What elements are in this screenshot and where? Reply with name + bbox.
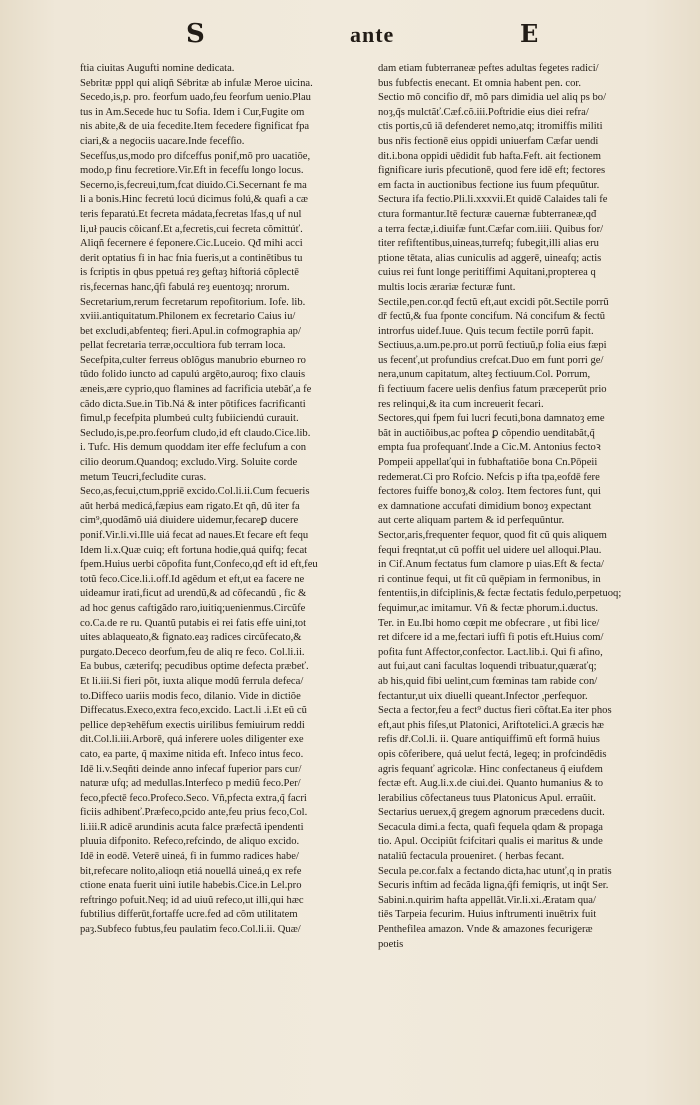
text-line: æneis,ære cyprio,quo flamines ad facrificia utebãť,a fe bbox=[80, 384, 312, 396]
signature-mark-right: E bbox=[520, 19, 539, 48]
text-line: fequimur,ac imitamur. Vñ & fectæ phorum.i.ductus. bbox=[378, 602, 599, 614]
text-line: Idem li.x.Quæ cuiq; eft fortuna hodie,quá quifq; fecat bbox=[80, 544, 308, 556]
text-line: Sabini.n.quirim hafta appellãt.Vir.li.xi.Æratam qua/ bbox=[378, 894, 596, 906]
text-line: co.Ca.de re ru. Quantũ putabis ei rei fatis effe uini,tot bbox=[80, 617, 307, 629]
text-line: multis locis ærariæ fecturæ funt. bbox=[378, 281, 516, 293]
text-line: tus in Am.Secede huc tu Sofia. Idem i Cur,Fugite om bbox=[80, 106, 305, 118]
text-line: purgato.Dececo deorfum,feu de aliq re feco. Col.li.ii. bbox=[80, 646, 305, 658]
text-line: ficiis adhibenť.Præfeco,pcido ante,feu prius feco,Col. bbox=[80, 807, 308, 819]
text-line: fectæ eft. Aug.li.x.de ciui.dei. Quanto humanius & to bbox=[378, 778, 604, 790]
text-line: titer refiftentibus,uineas,turrefq; fubegit,illi alias eru bbox=[378, 238, 599, 250]
text-line: bus fubfectis enecant. Et omnia habent pen. cor. bbox=[378, 77, 581, 89]
text-line: introrfus uidef.Iuue. Quis tecum fectile porrũ fapit. bbox=[378, 325, 594, 337]
text-line: Diffecatus.Execo,extra feco,excido. Lact.li .i.Et eũ cũ bbox=[80, 705, 307, 717]
text-line: eft,aut phis fiſes,ut Platonici, Ariftotelici.A græcis hæ bbox=[378, 719, 604, 731]
running-head: ante bbox=[350, 22, 395, 47]
text-line: Penthefilea amazon. Vnde & amazones fecurigeræ bbox=[378, 924, 593, 936]
text-line: fententiis,in difciplinis,& fectæ fectatis fedulo,perpetuoq; bbox=[378, 588, 622, 600]
text-line: ri continue fequi, ut fit cũ quēpiam in fermonibus, in bbox=[378, 573, 601, 585]
text-line: agris fequanť agricolæ. Hinc confectaneus q̃ eiufdem bbox=[378, 763, 603, 775]
text-line: bus nřis fectionē eius oppidi uniuerfam Cæfar uendi bbox=[378, 135, 599, 147]
text-line: Securis inftim ad fecãda ligna,q̃fi femiqris, ut inq̃t Ser. bbox=[378, 880, 609, 892]
text-line: Ter. in Eu.Ibi homo cœpit me obfecrare , ut fibi lice/ bbox=[378, 617, 600, 629]
text-line: noȝ,q̃s mulctãť.Cæf.cõ.iii.Poftridie eius diei refra/ bbox=[378, 106, 589, 118]
text-line: empta fua profequanť.Inde a Cic.M. Antonius fectoꝛ bbox=[378, 442, 601, 454]
text-line: refis dř.Col.li. ii. Quare antiquiffimũ eft formã huius bbox=[378, 734, 600, 746]
text-line: Sebritæ pppl qui aliqñ Sébritæ ab infulæ Meroe uicina. bbox=[80, 77, 313, 89]
text-line: Secula pe.cor.falx a fectando dicta,hac utunť,q in pratis bbox=[378, 865, 612, 877]
text-line: res relinqui,& ita cum increuerit fecari. bbox=[378, 398, 544, 410]
text-line: ex damnatione accufati dimidium bonoȝ expectant bbox=[378, 500, 592, 512]
text-line: fubtilius differūt,fortaffe ucre.fed ad cõm utilitatem bbox=[80, 909, 298, 921]
text-line: ptione tētata, alias cuniculis ad aggerē, uineafq; actis bbox=[378, 252, 602, 264]
text-line: cato, ea parte, q̃ maxime nitida eft. Infeco intus feco. bbox=[80, 748, 304, 760]
text-line: Secerno,is,fecreui,tum,fcat diuido.Ci.Secernant fe ma bbox=[80, 179, 307, 191]
text-line: bit,refecare nolito,alioqn etiá nouellá uineá,q ex refe bbox=[80, 865, 302, 877]
text-line: tiēs Tarpeia fecurim. Huius inftrumenti inuētrix fuit bbox=[378, 909, 597, 921]
text-line: metum Teucri,fecludite curas. bbox=[80, 471, 207, 483]
text-line: Secretarium,rerum fecretarum repofitorium. Iofe. lib. bbox=[80, 296, 306, 308]
text-line: naturæ ufq; ad medullas.Interfeco p mediũ feco.Per/ bbox=[80, 778, 301, 790]
text-line: Secedo,is,p. pro. feorfum uado,feu feorfum uenio.Plau bbox=[80, 92, 311, 104]
text-line: nera,unum capitatum, alteȝ fectiuum.Col. Porrum, bbox=[378, 369, 591, 381]
text-line: opis cõferibere, quá uelut fectá, legeq; in profcindẽdis bbox=[378, 748, 607, 760]
text-line: uideamur irati,ficut ad urendũ,& ad cõfecandũ , fic & bbox=[80, 588, 307, 600]
text-line: dam etiam fubterraneæ peftes adultas fegetes radici/ bbox=[378, 63, 599, 74]
text-line: Sector,aris,frequenter fequor, quod fit cũ quis aliquem bbox=[378, 530, 607, 541]
text-line: fectores fuiffe bonoȝ,& coloȝ. Item fectores funt, qui bbox=[378, 486, 601, 498]
text-line: Secludo,is,pe.pro.feorfum cludo,id eft claudo.Cice.lib. bbox=[80, 427, 311, 439]
text-line: pellat fecretaria terræ,occultiora fub terram loca. bbox=[80, 340, 286, 352]
text-line: dit.Col.li.iii.Arborē, quá inferere uoles diligenter exe bbox=[80, 734, 304, 746]
text-line: fi fectiuum facere uelis denfius fatum præceperũt prio bbox=[378, 384, 607, 396]
text-line: Sectura ifa fectio.Pli.li.xxxvii.Et quidē Calaides tali fe bbox=[378, 194, 608, 206]
text-line: Sectio mõ concifio dř, mõ pars dimidia uel aliq ps bo/ bbox=[378, 92, 607, 104]
text-line: ctis portis,cũ iā defenderet nemo,atq; itromiffis militi bbox=[378, 121, 603, 133]
text-line: i. Tufc. His demum quoddam iter effe feclufum a con bbox=[80, 442, 307, 454]
text-line: ctura formantur.Itē fecturæ cauernæ fubterraneæ,qđ bbox=[378, 208, 597, 220]
text-line: derit optatius fi in hac fnia fueris,ut a continētibus tu bbox=[80, 252, 303, 264]
text-line: Secefpita,culter ferreus oblõgus manubrio eburneo ro bbox=[80, 354, 306, 366]
text-line: modo,p finu fecretiore.Vir.Eft in fecefſu longo locus. bbox=[80, 165, 304, 177]
text-line: Sectile,pen.cor.qđ fectũ eft,aut excidi põt.Sectile porrũ bbox=[378, 296, 609, 308]
text-line: Ea bubus, cæterifq; pecudibus optime defecta præbeť. bbox=[80, 661, 309, 673]
text-line: em facta in auctionibus fectione ius fuum pfequũtur. bbox=[378, 179, 600, 191]
text-line: ret difcere id a me,fectari iuffi fi potis eft.Huius com/ bbox=[378, 632, 604, 644]
text-line: pellice depꝛehēfum exectis uirilibus femiuirum reddi bbox=[80, 719, 305, 731]
text-line: redemerat.Ci pro Rofcio. Nefcis p ifta tpa,eofdē fere bbox=[378, 471, 600, 483]
text-line: aut fui,aut cani facultas loquendi tribuatur,quæraťq; bbox=[378, 661, 597, 673]
text-line: dit.i.bona oppidi uēdidit fub hafta.Feft. ait fectionem bbox=[378, 150, 602, 162]
text-line: nataliũ fectacula proueniret. ( herbas fecant. bbox=[378, 851, 565, 863]
text-line: Idē li.v.Seqñti deinde anno infecaf fuperior pars cur/ bbox=[80, 763, 302, 775]
text-line: a terra fectæ,i.diuifæ funt.Cæfar com.iiii. Quibus for/ bbox=[378, 223, 604, 235]
text-line: li,uł paucis côicanf.Et a,fecretis,cui fecreta cõmittúť. bbox=[80, 223, 303, 235]
text-line: ponif.Vir.li.vi.Ille uiá fecat ad naues.Et fecare eft fequ bbox=[80, 530, 309, 541]
text-line: cilio deorum.Quandoq; excludo.Virg. Soluite corde bbox=[80, 457, 298, 469]
text-line: cãdo dicta.Sue.in Tib.Ná & inter pōtifices facrificanti bbox=[80, 398, 306, 410]
text-line: us fecenť,ut profundius crefcat.Duo em funt porri ge/ bbox=[378, 354, 604, 366]
text-line: in Cif.Anum fectatus fum clamore p uias.Eft & fecta/ bbox=[378, 559, 604, 571]
text-line: pofita funt Affector,confector. Lact.lib.i. Qui fi afino, bbox=[378, 646, 603, 658]
text-line: ciari,& a negociis uacare.Inde fecefſio. bbox=[80, 135, 245, 147]
text-line: cim⁹,quodãmõ uiá diuidere uidemur,fecareꝑ ducere bbox=[80, 515, 299, 527]
text-line: Pompeii appellaťqui in fubhaftatiõe bona Cn.Pōpeii bbox=[378, 457, 598, 469]
text-line: feco,pfectē feco.Profeco.Seco. Vñ,pfecta extra,q̃ facri bbox=[80, 792, 307, 804]
text-line: lerabilius cõfectaneus tuus Platonicus Apul. erraũit. bbox=[378, 792, 596, 804]
text-line: Secefſus,us,modo pro difceffus ponif,mõ pro uacatiõe, bbox=[80, 150, 311, 162]
text-line: Secta a fector,feu a fect⁹ ductus fieri cõftat.Ea iter phos bbox=[378, 705, 612, 717]
text-line: paȝ.Subfeco fubtus,feu paulatim feco.Col.li.ii. Quæ/ bbox=[80, 924, 301, 936]
left-column bbox=[80, 62, 380, 938]
text-line: Sectiuus,a.um.pe.pro.ut porrũ fectiuũ,p folia eius fæpi bbox=[378, 340, 607, 352]
text-line: ftia ciuitas Augufti nomine dedicata. bbox=[80, 63, 235, 74]
text-line: li a bonis.Hinc fecretú locú dicimus folú,& quafi a cæ bbox=[80, 194, 308, 206]
right-column bbox=[378, 62, 678, 952]
text-line: pluuia difponito. Refeco,refcindo, de aliquo excido. bbox=[80, 836, 300, 848]
text-line: fequi freqntat,ut cũ poffit uel uidere uel alloqui.Plau. bbox=[378, 544, 602, 556]
text-line: ctione enata fuerit uini iutile habebis.Cice.in Lel.pro bbox=[80, 880, 302, 892]
text-line: xviii.antiquitatum.Philonem ex fecretario Caius iu/ bbox=[80, 311, 296, 323]
text-line: to.Diffeco uariis modis feco, dilanio. Vide in dictiõe bbox=[80, 690, 301, 702]
text-line: aut certe aliquam partem & id perfequũntur. bbox=[378, 515, 565, 527]
text-line: bet excludi,abfenteq; fieri.Apul.in cofmographia ap/ bbox=[80, 325, 301, 337]
text-line: fimul,p fecefpita plumbeú cultȝ fubiiciendú curauit. bbox=[80, 413, 299, 425]
text-line: Aliqñ fecernere é feponere.Cic.Luceio. Qđ mihi acci bbox=[80, 238, 303, 250]
text-line: Seco,as,fecui,ctum,ppriē excido.Col.li.ii.Cum fecueris bbox=[80, 486, 310, 498]
text-line: aũt herbá medicá,fæpius eam rigato.Et qñ, dũ iter fa bbox=[80, 500, 300, 512]
text-line: tũdo folido iuncto ad capulú argēto,auroq; fixo clauis bbox=[80, 369, 306, 381]
text-line: poetis bbox=[378, 938, 404, 950]
text-line: Idē in eodē. Veterē uineá, fi in fummo radices habe/ bbox=[80, 851, 299, 863]
text-line: dř fectũ,& fua fponte concifum. Ná concifum & fectũ bbox=[378, 311, 606, 323]
text-line: nis abite,& de uia fecedite.Item fecedere fignificat fpa bbox=[80, 121, 310, 133]
text-line: Sectarius ueruex,q̃ gregem agnorum præcedens ducit. bbox=[378, 807, 605, 819]
signature-mark-left: S bbox=[186, 19, 205, 49]
text-line: uites ablaqueato,& fignato.eaȝ radices circũfecato,& bbox=[80, 632, 302, 644]
text-line: ab his,quid fibi uelint,cum fœminas tam rabide con/ bbox=[378, 675, 598, 687]
text-line: li.iii.R adicē arundinis acuta falce præfectã ipendenti bbox=[80, 821, 304, 833]
text-line: fectantur,ut uix diuelli queant.Infector ,perfequor. bbox=[378, 690, 588, 702]
text-line: Et li.iii.Si fieri põt, iuxta alique modũ ferrula defeca/ bbox=[80, 675, 304, 687]
text-line: reftringo pofuit.Neq; id ad uiuũ refeco,ut illi,qui hæc bbox=[80, 894, 304, 906]
text-line: fpem.Huius uerbi cõpofita funt,Confeco,qđ eft id eft,feu bbox=[80, 559, 318, 571]
text-line: bãt in auctiõibus,ac poftea ꝑ cõpendio uenditabãt,q̃ bbox=[378, 427, 595, 439]
text-line: cuius rei funt longe peritiffimi Aquitani,propterea q bbox=[378, 267, 596, 279]
text-line: Secacula dimi.a fecta, quafi fequela qdam & propaga bbox=[378, 821, 604, 833]
text-line: fignificare iuris pfecutionē, quod fere idē eft; fectores bbox=[378, 165, 606, 177]
text-line: totũ feco.Cice.li.i.off.Id agẽdum et eft,ut ea facere ne bbox=[80, 573, 305, 585]
text-line: ris,fecernas hanc,q̃fi fabulá reȝ euentoȝq; nrorum. bbox=[80, 281, 290, 293]
text-line: is fcriptis in qbus ppetuá reȝ geftaȝ hiftoriá cõplectē bbox=[80, 267, 299, 279]
text-line: ad hoc genus caftigãdo raro,iuitiq;uenienmus.Circũfe bbox=[80, 602, 306, 614]
text-line: tio. Apul. Occipiũt fcifcitari qualis ei maritus & unde bbox=[378, 836, 603, 848]
text-line: teris feparatú.Et fecreta mádata,fecretas lfas,q uf nul bbox=[80, 208, 302, 220]
page-header bbox=[0, 16, 700, 56]
text-line: Sectores,qui fpem fui lucri fecuti,bona damnatoȝ eme bbox=[378, 413, 605, 425]
